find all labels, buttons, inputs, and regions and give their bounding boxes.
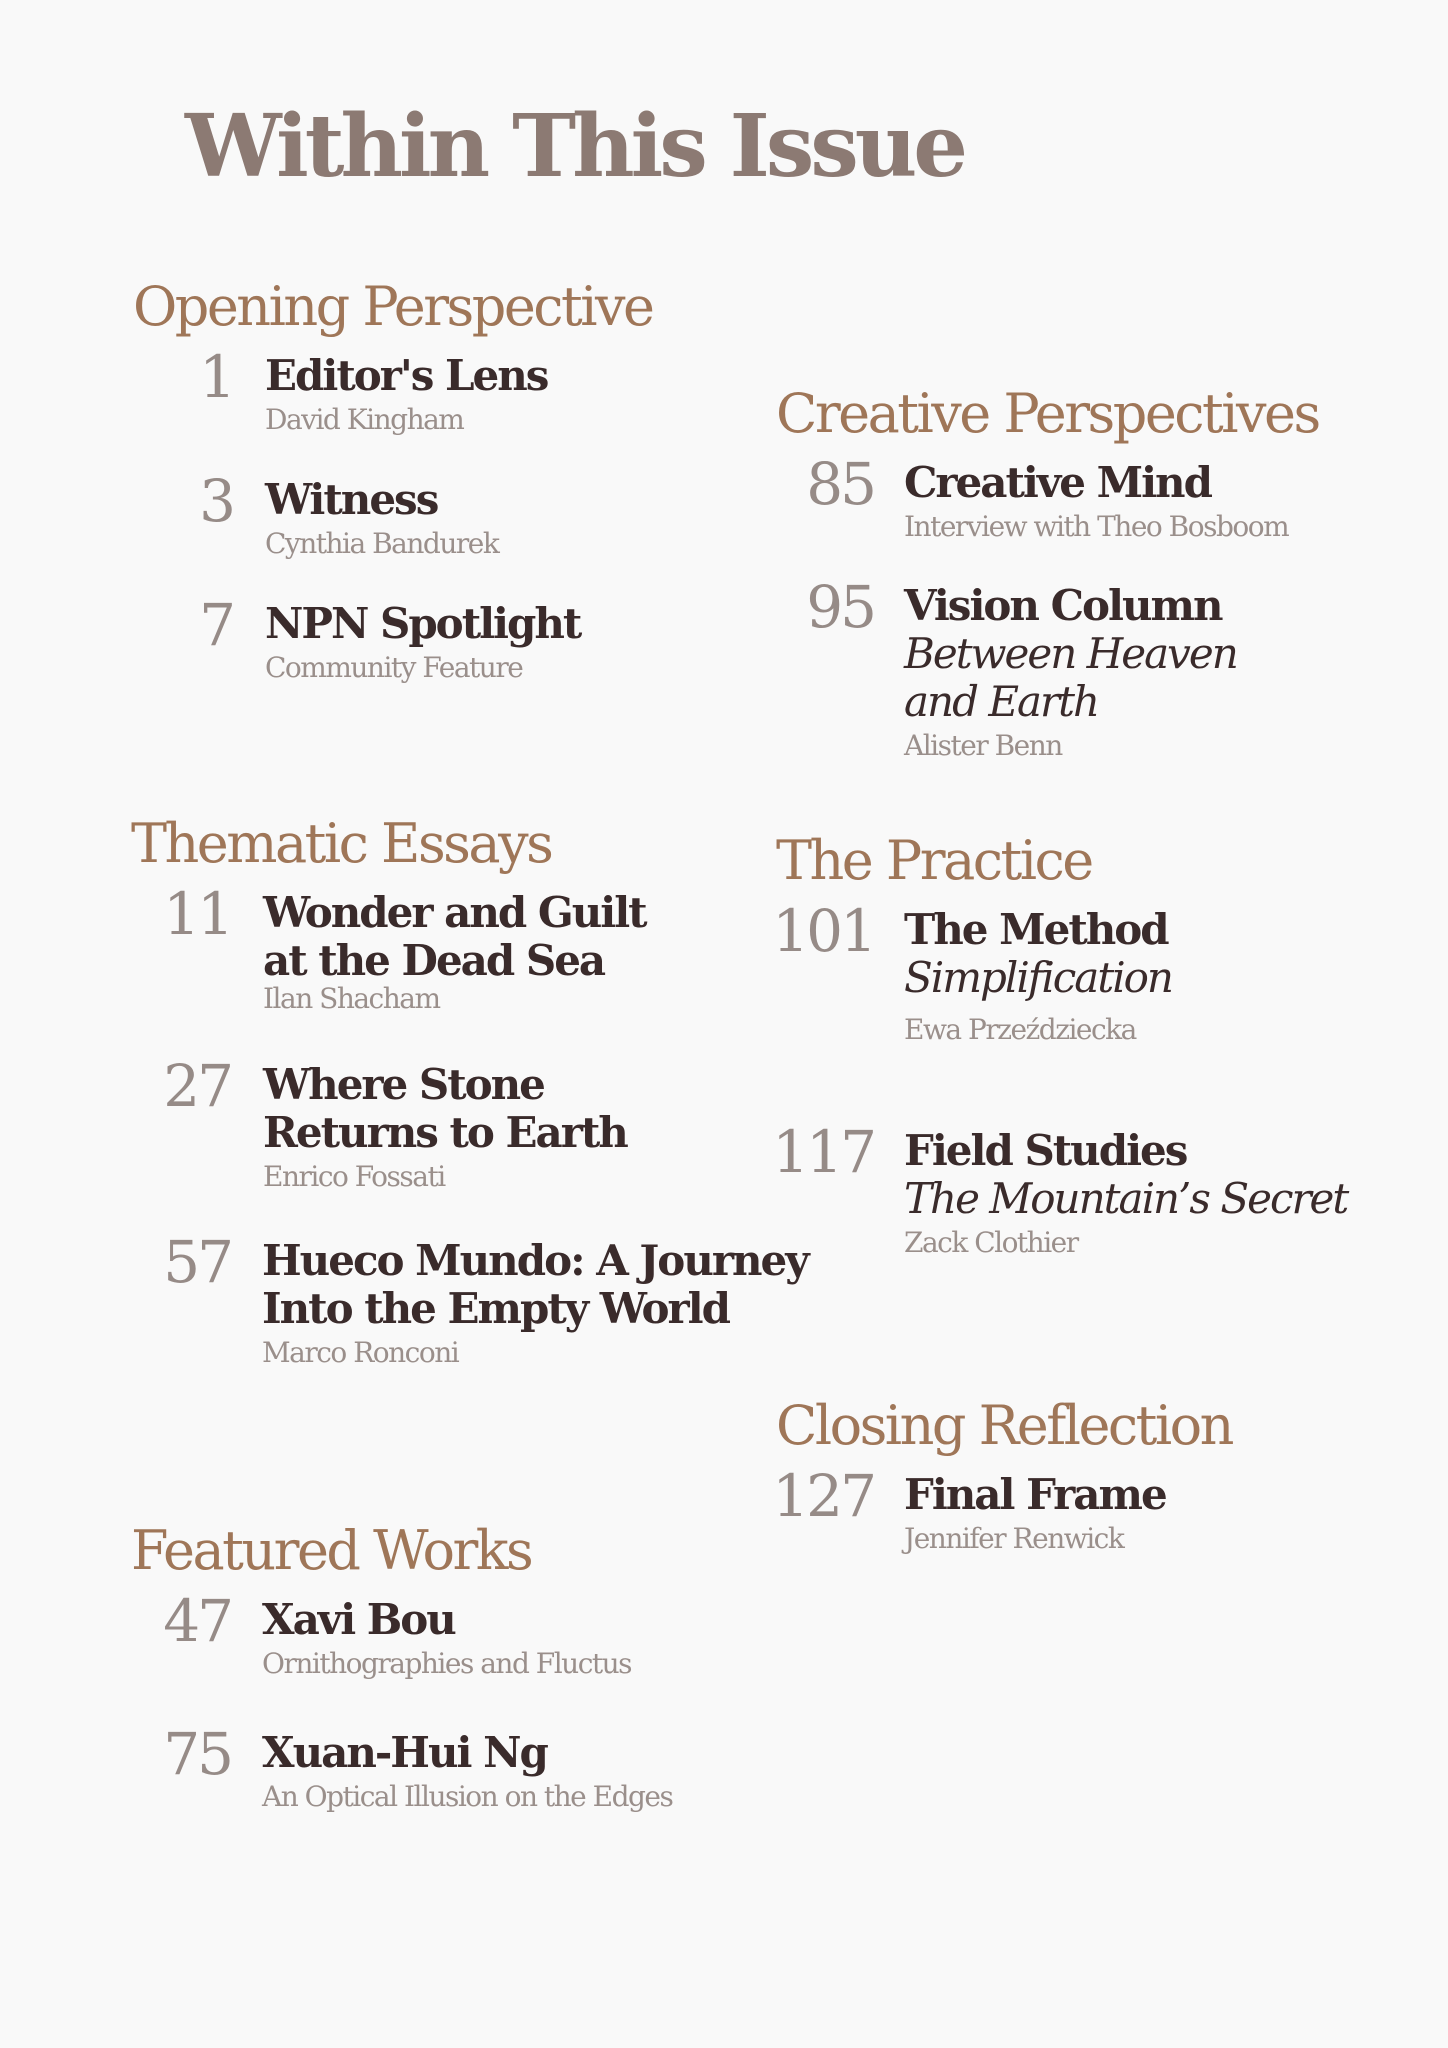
entry-byline: Marco Ronconi	[262, 1336, 459, 1370]
section-opening-perspective	[133, 276, 652, 700]
entry-subtitle: Between Heaven	[904, 629, 1237, 679]
page-number: 7	[199, 591, 233, 660]
entry-title: Vision Column	[904, 581, 1222, 631]
toc-entry-the-method[interactable]	[772, 897, 1172, 1127]
page-number: 57	[163, 1228, 231, 1297]
entry-title: Witness	[265, 475, 438, 525]
entry-title: NPN Spotlight	[265, 599, 581, 649]
section-title: Closing Reflection	[776, 1394, 1232, 1457]
section-thematic-essays	[131, 812, 808, 1377]
section-title: The Practice	[776, 829, 1092, 892]
entry-title: Creative Mind	[904, 458, 1211, 508]
entry-title: Final Frame	[904, 1470, 1166, 1520]
entry-title: Returns to Earth	[263, 1108, 627, 1158]
section-title: Featured Works	[131, 1519, 532, 1582]
entry-title: Field Studies	[904, 1126, 1187, 1176]
page-number: 101	[772, 897, 874, 966]
entry-byline: Zack Clothier	[904, 1226, 1078, 1260]
section-title: Opening Perspective	[133, 275, 653, 338]
section-closing-reflection	[772, 1394, 1232, 1571]
entry-title: Wonder and Guilt	[263, 888, 646, 938]
entry-title: Where Stone	[263, 1060, 544, 1110]
entry-subtitle: Simplification	[904, 953, 1172, 1003]
page-number: 27	[163, 1052, 231, 1121]
entry-title: Hueco Mundo: A Journey	[262, 1236, 808, 1286]
entry-byline: Alister Benn	[904, 729, 1062, 763]
entry-title: The Method	[904, 905, 1168, 955]
toc-entry-editors-lens[interactable]	[133, 343, 652, 476]
entry-byline: Jennifer Renwick	[904, 1522, 1124, 1556]
entry-byline: Interview with Theo Bosboom	[904, 510, 1289, 544]
section-creative-perspectives	[776, 383, 1319, 772]
toc-entry-where-stone[interactable]	[131, 1052, 627, 1237]
entry-byline: An Optical Illusion on the Edges	[262, 1780, 673, 1814]
page-title: Within This Issue	[185, 96, 964, 197]
page-number: 11	[163, 880, 231, 949]
toc-entry-xuan-hui-ng[interactable]	[131, 1720, 673, 1829]
toc-entry-witness[interactable]	[133, 467, 652, 600]
toc-entry-xavi-bou[interactable]	[131, 1587, 632, 1729]
entry-byline: Community Feature	[265, 651, 523, 685]
entry-byline: Ewa Przeździecka	[904, 1013, 1136, 1047]
entry-byline: David Kingham	[265, 403, 464, 437]
entry-byline: Ilan Shacham	[263, 982, 440, 1016]
toc-entry-wonder-and-guilt[interactable]	[131, 880, 646, 1061]
page-number: 75	[163, 1720, 231, 1789]
toc-entry-field-studies[interactable]	[772, 1118, 1348, 1260]
page-number: 117	[772, 1118, 874, 1187]
entry-subtitle: and Earth	[904, 677, 1099, 727]
toc-entry-creative-mind[interactable]	[776, 450, 1319, 582]
toc-entry-hueco-mundo[interactable]	[131, 1228, 808, 1377]
page-number: 3	[199, 467, 233, 536]
toc-entry-vision-column[interactable]	[776, 573, 1319, 772]
entry-title: Xavi Bou	[262, 1595, 455, 1645]
section-featured-works	[131, 1519, 673, 1829]
entry-title: Xuan-Hui Ng	[262, 1728, 547, 1778]
section-title: Thematic Essays	[131, 812, 552, 875]
page-number: 85	[806, 450, 874, 519]
entry-title: Editor's Lens	[265, 351, 548, 401]
entry-byline: Ornithographies and Fluctus	[262, 1647, 632, 1681]
page-number: 47	[163, 1587, 231, 1656]
entry-subtitle: The Mountain’s Secret	[904, 1174, 1348, 1224]
entry-byline: Enrico Fossati	[263, 1160, 445, 1194]
toc-entry-final-frame[interactable]	[772, 1462, 1232, 1571]
toc-entry-npn-spotlight[interactable]	[133, 591, 652, 700]
entry-title: Into the Empty World	[262, 1284, 729, 1334]
entry-byline: Cynthia Bandurek	[265, 527, 499, 561]
section-the-practice	[772, 829, 1348, 1260]
page-number: 127	[772, 1462, 874, 1531]
section-title: Creative Perspectives	[776, 382, 1319, 445]
page-number: 1	[199, 343, 233, 412]
entry-title: at the Dead Sea	[263, 936, 605, 986]
page-number: 95	[806, 573, 874, 642]
